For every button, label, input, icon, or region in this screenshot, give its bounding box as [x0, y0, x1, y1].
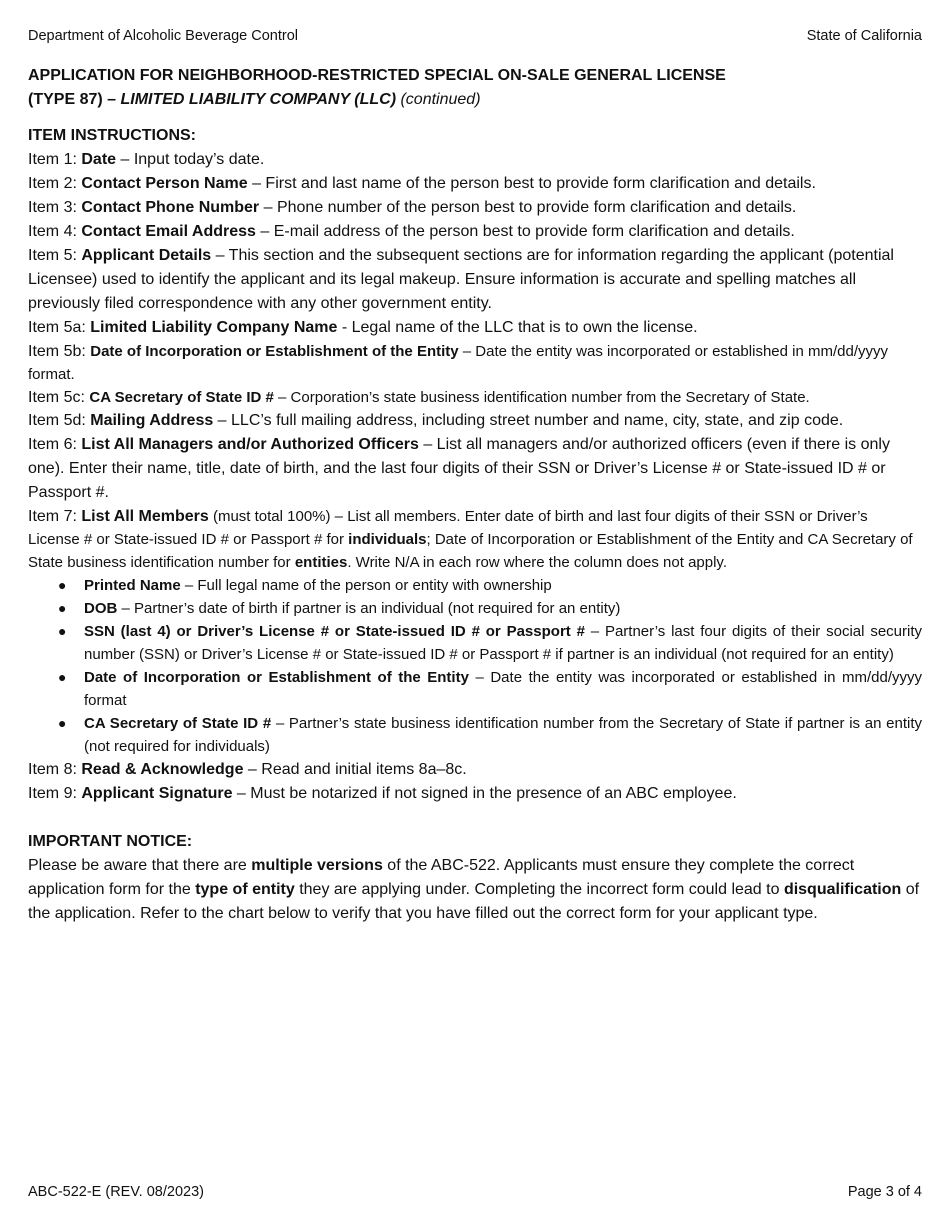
bullet-icon: ●	[58, 623, 67, 639]
department-name: Department of Alcoholic Beverage Control	[28, 28, 299, 44]
page-footer	[28, 1184, 922, 1200]
state-name: State of California	[806, 28, 922, 44]
title-continued: (continued)	[396, 91, 481, 108]
item-5: Item 5: Applicant Details – This section and the subsequent sections are for information regarding the applicant (potential Licensee) used to identify the applicant and its legal makeup. Ensure information is accurate and spelling matches all previously filed correspondence with any other government entity.	[28, 247, 894, 312]
instructions-heading: ITEM INSTRUCTIONS:	[28, 127, 196, 144]
list-item: ● CA Secretary of State ID # – Partner’s state business identification number from the Secretary of State if partner is an entity (not required for individuals)	[28, 712, 922, 758]
list-item: ● Date of Incorporation or Establishment of the Entity – Date the entity was incorporated or established in mm/dd/yyyy format	[28, 666, 922, 712]
item-5c: Item 5c: CA Secretary of State ID # – Corporation’s state business identification number from the Secretary of State.	[28, 389, 810, 406]
item-9: Item 9: Applicant Signature – Must be notarized if not signed in the presence of an ABC employee.	[28, 785, 737, 802]
bullet-icon: ●	[58, 600, 67, 616]
title-type: (TYPE 87) –	[28, 91, 121, 108]
page-number: Page 3 of 4	[847, 1184, 922, 1200]
item-5a: Item 5a: Limited Liability Company Name - Legal name of the LLC that is to own the license.	[28, 319, 698, 336]
bullet-icon: ●	[58, 715, 67, 731]
list-item: ● Printed Name – Full legal name of the person or entity with ownership	[28, 574, 922, 597]
item-8: Item 8: Read & Acknowledge – Read and initial items 8a–8c.	[28, 761, 467, 778]
title-entity: LIMITED LIABILITY COMPANY (LLC)	[120, 91, 397, 108]
item-7: Item 7: List All Members (must total 100%) – List all members. Enter date of birth and last four digits of their SSN or Driver’s License # or State-issued ID # or Passport # for individuals; Date of Incorporation or Establishment of the Entity and CA Secretary of State business identification number for entities. Write N/A in each row where the column does not apply.	[28, 508, 913, 571]
list-item: ● DOB – Partner’s date of birth if partner is an individual (not required for an entity)	[28, 597, 922, 620]
notice-text: Please be aware that there are multiple versions of the ABC-522. Applicants must ensure they complete the correct application form for the type of entity they are applying under. Completing the incorrect form could lead to disqualification of the application. Refer to the chart below to verify that you have filled out the correct form for your applicant type.	[28, 857, 920, 922]
item-6: Item 6: List All Managers and/or Authorized Officers – List all managers and/or authorized officers (even if there is only one). Enter their name, title, date of birth, and the last four digits of their SSN or Driver’s License # or State-issued ID # or Passport #.	[28, 436, 890, 501]
title-line-1: APPLICATION FOR NEIGHBORHOOD-RESTRICTED SPECIAL ON-SALE GENERAL LICENSE	[28, 67, 726, 84]
item-5b: Item 5b: Date of Incorporation or Establishment of the Entity – Date the entity was incorporated or established in mm/dd/yyyy format.	[28, 343, 888, 383]
item-1: Item 1: Date – Input today’s date.	[28, 151, 265, 168]
notice-heading: IMPORTANT NOTICE:	[28, 833, 193, 850]
item-2: Item 2: Contact Person Name – First and last name of the person best to provide form clarification and details.	[28, 175, 816, 192]
form-title	[28, 64, 922, 112]
item-5d: Item 5d: Mailing Address – LLC’s full mailing address, including street number and name, city, state, and zip code.	[28, 412, 844, 429]
title-line-2	[28, 88, 922, 112]
item-4: Item 4: Contact Email Address – E-mail address of the person best to provide form clarification and details.	[28, 223, 795, 240]
bullet-icon: ●	[58, 669, 67, 685]
form-number: ABC-522-E (REV. 08/2023)	[28, 1184, 204, 1200]
page-header	[28, 28, 922, 44]
list-item: ● SSN (last 4) or Driver’s License # or State-issued ID # or Passport # – Partner’s last four digits of their social security number (SSN) or Driver’s License # or State-issued ID # or Passport # if partner is an individual (not required for an entity)	[28, 620, 922, 666]
instructions-body	[28, 124, 922, 926]
item-3: Item 3: Contact Phone Number – Phone number of the person best to provide form clarification and details.	[28, 199, 797, 216]
bullet-icon: ●	[58, 577, 67, 593]
member-fields-list	[28, 574, 922, 758]
